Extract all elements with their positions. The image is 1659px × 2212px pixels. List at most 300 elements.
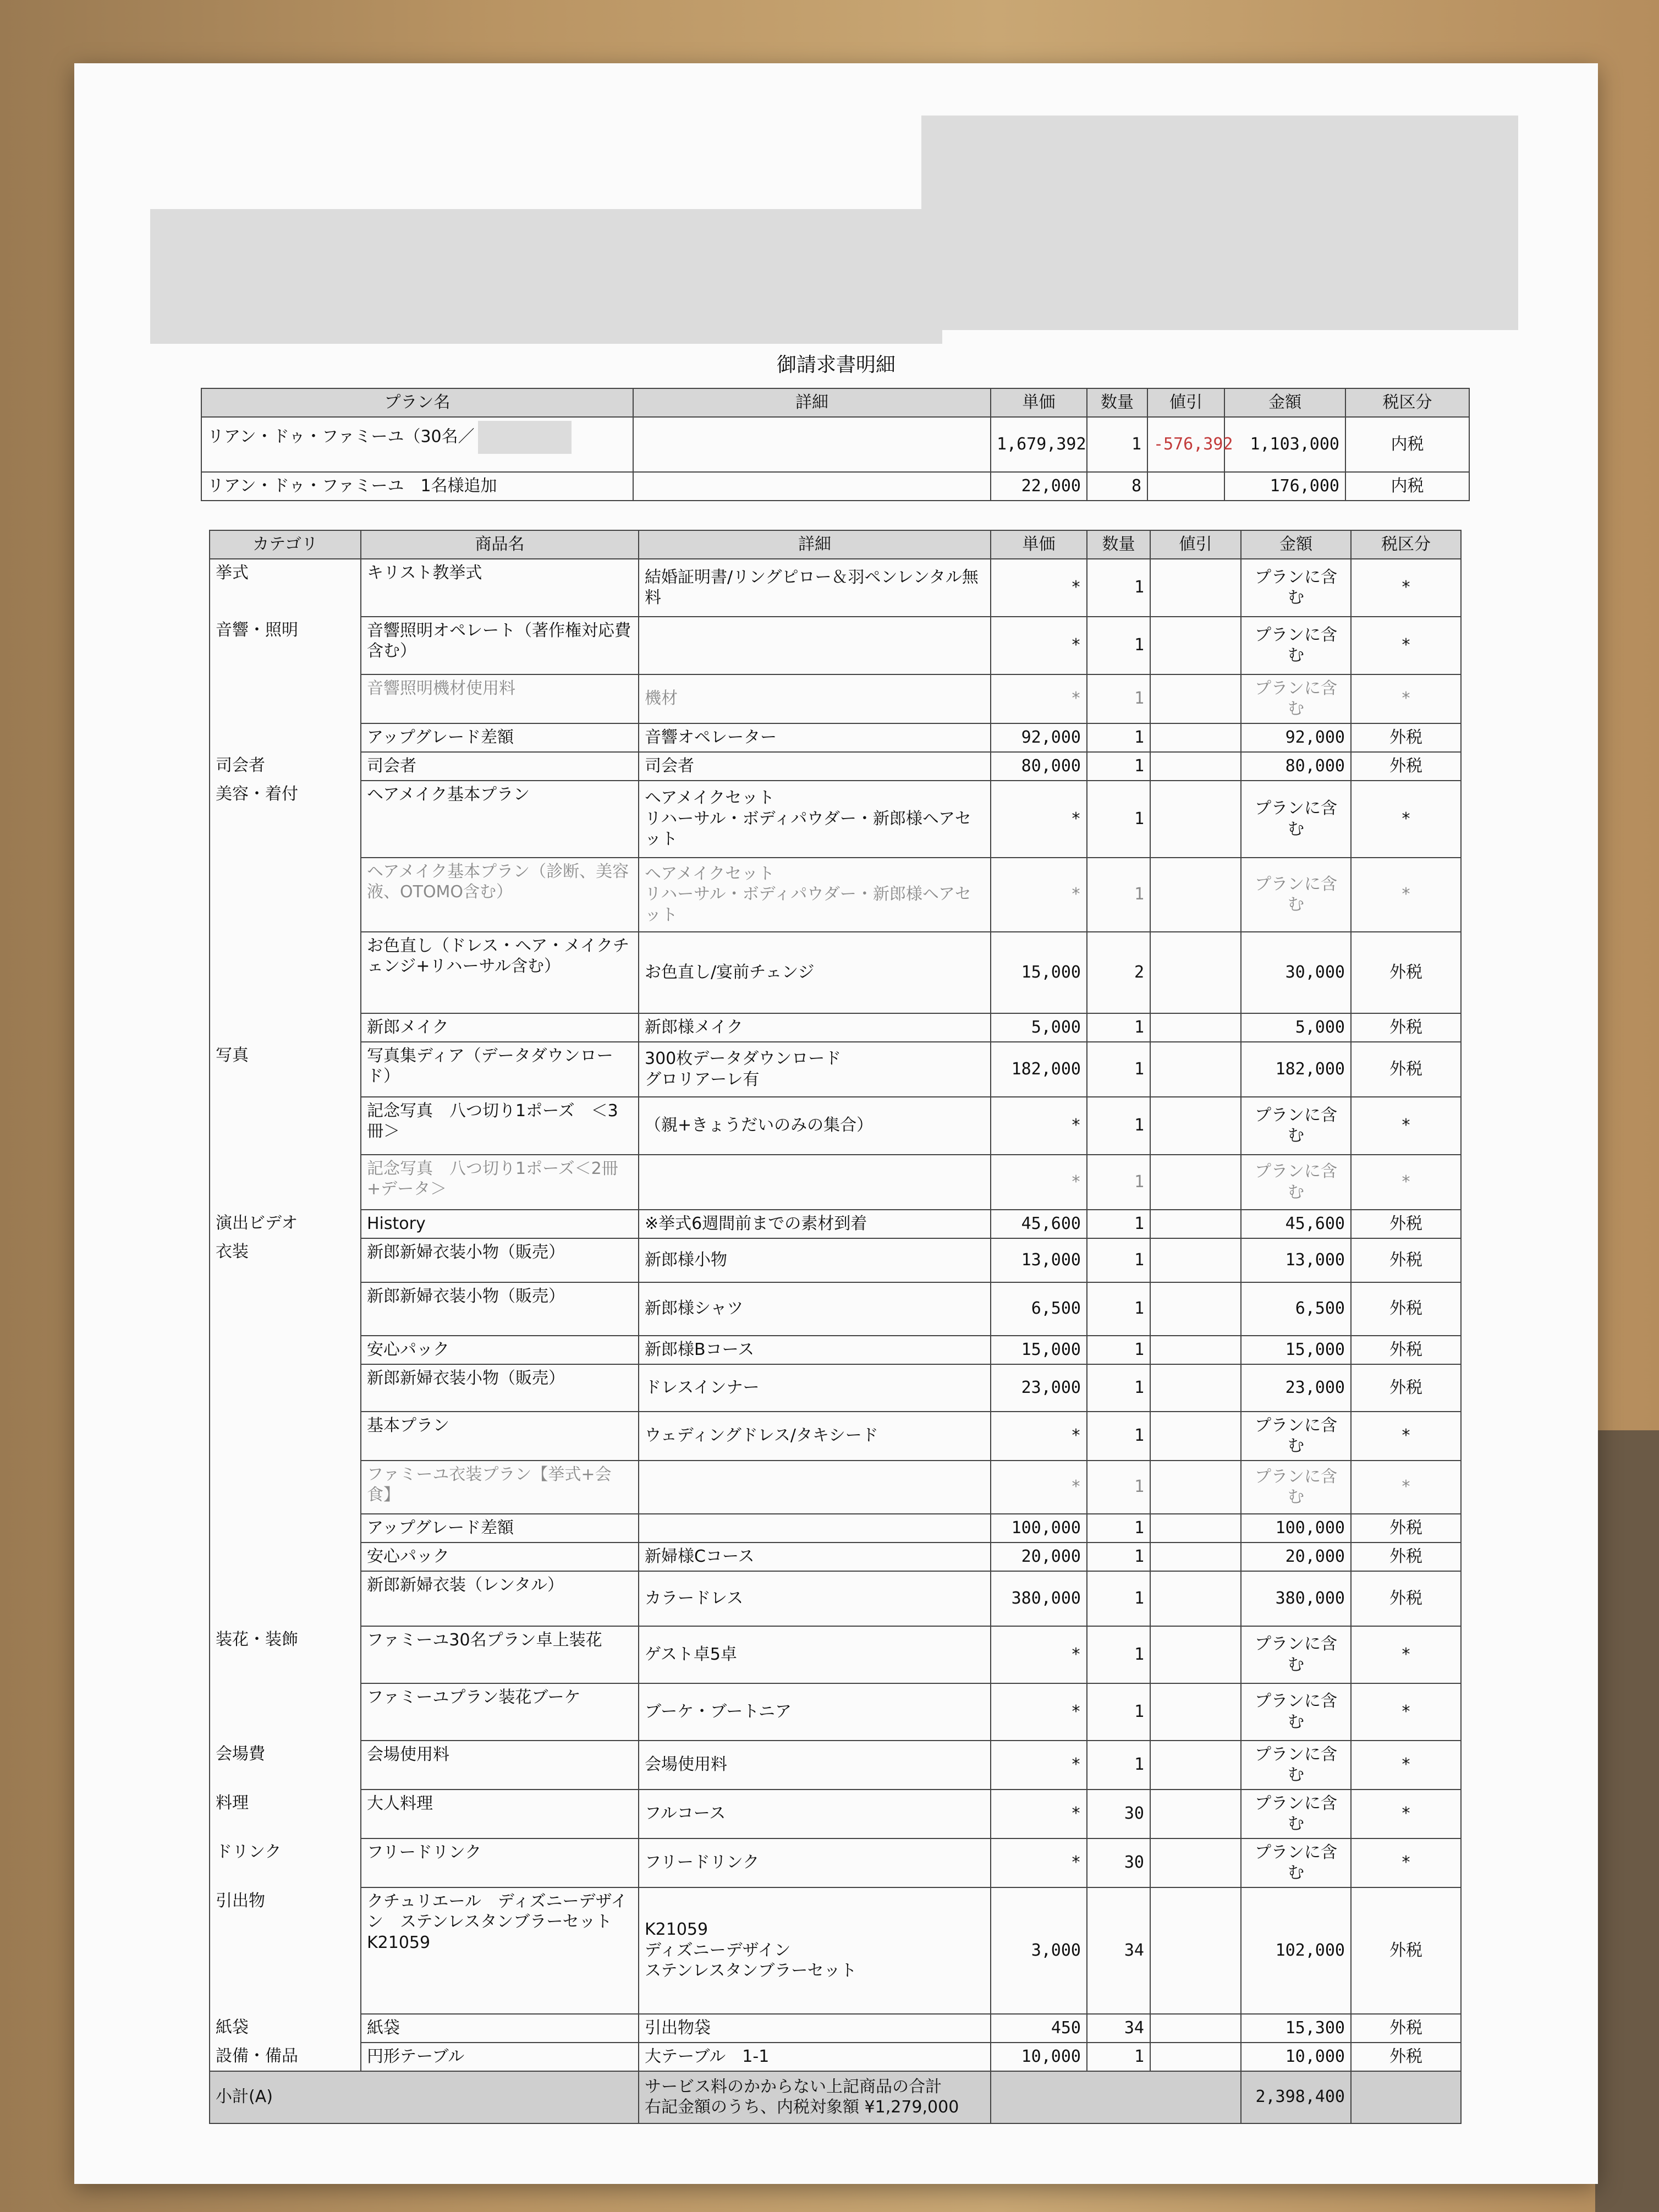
row-qty: 1 (1087, 1336, 1150, 1364)
subtotal-amount: 2,398,400 (1241, 2071, 1351, 2123)
table-row (210, 674, 1461, 723)
row-detail: フリードリンク (639, 1838, 991, 1887)
row-detail: 音響オペレーター (639, 723, 991, 752)
table-row (210, 1282, 1461, 1336)
row-detail: フルコース (639, 1790, 991, 1838)
row-item-name: History (361, 1210, 639, 1238)
row-tax: 外税 (1351, 2043, 1461, 2071)
row-item-name: 記念写真 八つ切り1ポーズ＜2冊+データ＞ (361, 1155, 639, 1210)
row-discount (1150, 781, 1241, 858)
row-discount (1150, 723, 1241, 752)
plan-row (201, 417, 1469, 472)
plan-name: リアン・ドゥ・ファミーユ 1名様追加 (201, 472, 633, 501)
row-detail: 新郎様Bコース (639, 1336, 991, 1364)
invoice-paper (74, 63, 1598, 2184)
row-item-name: 音響照明機材使用料 (361, 674, 639, 723)
row-detail (639, 617, 991, 674)
row-tax: 外税 (1351, 1887, 1461, 2014)
table-row (210, 1626, 1461, 1683)
row-discount (1150, 559, 1241, 617)
row-price: * (991, 674, 1087, 723)
plan-header-cell: プラン名 (201, 388, 633, 417)
item-header-cell: 金額 (1241, 530, 1351, 559)
row-tax: 外税 (1351, 752, 1461, 781)
row-item-name: フリードリンク (361, 1838, 639, 1887)
row-tax: * (1351, 1790, 1461, 1838)
item-header-cell: 商品名 (361, 530, 639, 559)
table-row (210, 752, 1461, 781)
table-row (210, 1683, 1461, 1741)
table-row (210, 1155, 1461, 1210)
row-price: 6,500 (991, 1282, 1087, 1336)
row-qty: 1 (1087, 1042, 1150, 1097)
table-row (210, 1042, 1461, 1097)
table-row (210, 781, 1461, 858)
row-price: 182,000 (991, 1042, 1087, 1097)
table-row (210, 723, 1461, 752)
row-item-name: 基本プラン (361, 1412, 639, 1461)
row-item-name: お色直し（ドレス・ヘア・メイクチェンジ+リハーサル含む） (361, 932, 639, 1013)
row-amount: 6,500 (1241, 1282, 1351, 1336)
row-item-name: 会場使用料 (361, 1741, 639, 1790)
row-tax: 外税 (1351, 2014, 1461, 2043)
row-tax: 外税 (1351, 1238, 1461, 1282)
row-item-name: 音響照明オペレート（著作権対応費含む） (361, 617, 639, 674)
row-item-name: 新郎新婦衣装小物（販売） (361, 1364, 639, 1412)
subtotal-label: 小計(A) (210, 2071, 639, 2123)
plan-body (201, 417, 1469, 501)
row-price: 15,000 (991, 932, 1087, 1013)
row-detail: K21059 ディズニーデザイン ステンレスタンブラーセット (639, 1887, 991, 2014)
row-item-name: ヘアメイク基本プラン (361, 781, 639, 858)
item-header-cell: 数量 (1087, 530, 1150, 559)
row-category: 衣装 (210, 1238, 361, 1282)
plan-tax: 内税 (1345, 472, 1469, 501)
row-detail: ※挙式6週間前までの素材到着 (639, 1210, 991, 1238)
row-amount: 380,000 (1241, 1571, 1351, 1626)
redacted-plan-name (478, 421, 572, 454)
row-category (210, 1282, 361, 1336)
row-detail (639, 1514, 991, 1543)
row-amount: 80,000 (1241, 752, 1351, 781)
row-detail: 新郎様メイク (639, 1013, 991, 1042)
row-price: 15,000 (991, 1336, 1087, 1364)
row-detail: お色直し/宴前チェンジ (639, 932, 991, 1013)
row-tax: 外税 (1351, 1013, 1461, 1042)
row-item-name: クチュリエール ディズニーデザイン ステンレスタンブラーセット K21059 (361, 1887, 639, 2014)
plan-header-row (201, 388, 1469, 417)
item-header-cell: カテゴリ (210, 530, 361, 559)
row-detail: 300枚データダウンロード グロリアーレ有 (639, 1042, 991, 1097)
item-header-row (210, 530, 1461, 559)
row-tax: 外税 (1351, 1364, 1461, 1412)
row-amount: プランに含む (1241, 1412, 1351, 1461)
row-qty: 1 (1087, 1013, 1150, 1042)
row-price: * (991, 1790, 1087, 1838)
row-amount: プランに含む (1241, 1626, 1351, 1683)
plan-header-cell: 値引 (1147, 388, 1224, 417)
subtotal-row (210, 2071, 1461, 2123)
row-tax: * (1351, 674, 1461, 723)
row-discount (1150, 1790, 1241, 1838)
row-price: 45,600 (991, 1210, 1087, 1238)
row-detail: 司会者 (639, 752, 991, 781)
row-price: 80,000 (991, 752, 1087, 781)
row-item-name: 紙袋 (361, 2014, 639, 2043)
row-qty: 1 (1087, 2043, 1150, 2071)
row-detail: 新郎様小物 (639, 1238, 991, 1282)
plan-header-cell: 税区分 (1345, 388, 1469, 417)
row-detail: 引出物袋 (639, 2014, 991, 2043)
row-item-name: ファミーユプラン装花ブーケ (361, 1683, 639, 1741)
table-row (210, 2014, 1461, 2043)
row-discount (1150, 1155, 1241, 1210)
plan-row (201, 472, 1469, 501)
row-qty: 1 (1087, 1282, 1150, 1336)
row-discount (1150, 1543, 1241, 1571)
row-category: 引出物 (210, 1887, 361, 2014)
row-category: 装花・装飾 (210, 1626, 361, 1683)
plan-table (201, 388, 1470, 501)
row-discount (1150, 674, 1241, 723)
row-qty: 1 (1087, 1364, 1150, 1412)
row-discount (1150, 1838, 1241, 1887)
row-category (210, 858, 361, 932)
row-tax: * (1351, 1097, 1461, 1155)
row-category (210, 1013, 361, 1042)
row-item-name: アップグレード差額 (361, 723, 639, 752)
row-amount: 100,000 (1241, 1514, 1351, 1543)
row-item-name: キリスト教挙式 (361, 559, 639, 617)
row-detail: 結婚証明書/リングピロー＆羽ペンレンタル無料 (639, 559, 991, 617)
row-tax: 外税 (1351, 1282, 1461, 1336)
redacted-header-block-left (150, 209, 942, 344)
row-tax: * (1351, 781, 1461, 858)
row-amount: 45,600 (1241, 1210, 1351, 1238)
item-header-cell: 値引 (1150, 530, 1241, 559)
row-detail: カラードレス (639, 1571, 991, 1626)
row-category: 演出ビデオ (210, 1210, 361, 1238)
row-detail: 新郎様シャツ (639, 1282, 991, 1336)
row-amount: 5,000 (1241, 1013, 1351, 1042)
table-row (210, 2043, 1461, 2071)
row-price: * (991, 1155, 1087, 1210)
row-category: 挙式 (210, 559, 361, 617)
row-tax: * (1351, 858, 1461, 932)
item-body (210, 559, 1461, 2123)
plan-name: リアン・ドゥ・ファミーユ（30名／ (201, 417, 633, 472)
row-amount: プランに含む (1241, 1838, 1351, 1887)
plan-discount: -576,392 (1147, 417, 1224, 472)
row-price: 13,000 (991, 1238, 1087, 1282)
row-detail: （親+きょうだいのみの集合） (639, 1097, 991, 1155)
row-qty: 1 (1087, 858, 1150, 932)
row-category (210, 1543, 361, 1571)
table-row (210, 1790, 1461, 1838)
row-tax: * (1351, 559, 1461, 617)
row-discount (1150, 1683, 1241, 1741)
table-row (210, 1741, 1461, 1790)
row-qty: 1 (1087, 752, 1150, 781)
row-amount: 10,000 (1241, 2043, 1351, 2071)
row-price: * (991, 1461, 1087, 1514)
row-discount (1150, 1741, 1241, 1790)
row-category: 料理 (210, 1790, 361, 1838)
row-discount (1150, 1238, 1241, 1282)
page-title: 御請求書明細 (776, 354, 896, 376)
item-header-cell: 単価 (991, 530, 1087, 559)
row-item-name: 記念写真 八つ切り1ポーズ ＜3冊＞ (361, 1097, 639, 1155)
row-price: * (991, 1097, 1087, 1155)
row-qty: 1 (1087, 781, 1150, 858)
row-amount: 15,000 (1241, 1336, 1351, 1364)
row-discount (1150, 1013, 1241, 1042)
row-tax: 外税 (1351, 1514, 1461, 1543)
row-price: * (991, 1626, 1087, 1683)
row-detail: ウェディングドレス/タキシード (639, 1412, 991, 1461)
row-item-name: 新郎メイク (361, 1013, 639, 1042)
row-tax: 外税 (1351, 1210, 1461, 1238)
row-category (210, 1336, 361, 1364)
row-qty: 1 (1087, 1238, 1150, 1282)
row-discount (1150, 1461, 1241, 1514)
row-item-name: 安心パック (361, 1543, 639, 1571)
row-item-name: 大人料理 (361, 1790, 639, 1838)
table-row (210, 1336, 1461, 1364)
row-price: 100,000 (991, 1514, 1087, 1543)
row-category: 写真 (210, 1042, 361, 1097)
row-qty: 1 (1087, 1741, 1150, 1790)
row-item-name: 安心パック (361, 1336, 639, 1364)
table-row (210, 1210, 1461, 1238)
row-discount (1150, 1282, 1241, 1336)
row-price: * (991, 1683, 1087, 1741)
subtotal-empty (991, 2071, 1241, 2123)
row-category (210, 1683, 361, 1741)
row-item-name: 円形テーブル (361, 2043, 639, 2071)
row-qty: 1 (1087, 1683, 1150, 1741)
row-amount: 20,000 (1241, 1543, 1351, 1571)
row-category: 音響・照明 (210, 617, 361, 674)
row-qty: 30 (1087, 1838, 1150, 1887)
row-category (210, 1364, 361, 1412)
row-tax: 外税 (1351, 1336, 1461, 1364)
row-category (210, 1514, 361, 1543)
row-price: 20,000 (991, 1543, 1087, 1571)
row-tax: * (1351, 1461, 1461, 1514)
row-price: 3,000 (991, 1887, 1087, 2014)
row-discount (1150, 1887, 1241, 2014)
redacted-header-block (921, 116, 1518, 330)
row-qty: 1 (1087, 559, 1150, 617)
row-item-name: ファミーユ衣装プラン【挙式+会食】 (361, 1461, 639, 1514)
table-row (210, 1238, 1461, 1282)
row-qty: 1 (1087, 1412, 1150, 1461)
row-amount: プランに含む (1241, 1741, 1351, 1790)
row-amount: 182,000 (1241, 1042, 1351, 1097)
row-category (210, 1412, 361, 1461)
row-amount: プランに含む (1241, 1790, 1351, 1838)
row-discount (1150, 1514, 1241, 1543)
row-detail: ゲスト卓5卓 (639, 1626, 991, 1683)
row-qty: 34 (1087, 1887, 1150, 2014)
row-tax: * (1351, 1155, 1461, 1210)
row-qty: 1 (1087, 1514, 1150, 1543)
row-category (210, 723, 361, 752)
row-discount (1150, 617, 1241, 674)
table-row (210, 1838, 1461, 1887)
row-detail: ヘアメイクセット リハーサル・ボディパウダー・新郎様ヘアセット (639, 858, 991, 932)
row-price: 92,000 (991, 723, 1087, 752)
row-amount: プランに含む (1241, 674, 1351, 723)
row-amount: 102,000 (1241, 1887, 1351, 2014)
table-row (210, 1543, 1461, 1571)
row-qty: 1 (1087, 1461, 1150, 1514)
row-discount (1150, 1571, 1241, 1626)
row-qty: 1 (1087, 1155, 1150, 1210)
plan-price: 1,679,392 (991, 417, 1087, 472)
table-row (210, 1412, 1461, 1461)
row-category: 設備・備品 (210, 2043, 361, 2071)
row-item-name: 新郎新婦衣装小物（販売） (361, 1238, 639, 1282)
row-amount: プランに含む (1241, 781, 1351, 858)
row-amount: 15,300 (1241, 2014, 1351, 2043)
row-tax: * (1351, 1741, 1461, 1790)
row-discount (1150, 1412, 1241, 1461)
row-qty: 34 (1087, 2014, 1150, 2043)
table-row (210, 617, 1461, 674)
row-item-name: ヘアメイク基本プラン（診断、美容液、OTOMO含む） (361, 858, 639, 932)
row-amount: 30,000 (1241, 932, 1351, 1013)
row-detail: ブーケ・ブートニア (639, 1683, 991, 1741)
row-price: * (991, 858, 1087, 932)
plan-header-cell: 数量 (1087, 388, 1147, 417)
row-qty: 30 (1087, 1790, 1150, 1838)
plan-header-cell: 金額 (1224, 388, 1345, 417)
row-qty: 1 (1087, 1626, 1150, 1683)
plan-price: 22,000 (991, 472, 1087, 501)
row-price: 23,000 (991, 1364, 1087, 1412)
row-item-name: ファミーユ30名プラン卓上装花 (361, 1626, 639, 1683)
plan-header-cell: 単価 (991, 388, 1087, 417)
table-row (210, 1013, 1461, 1042)
row-discount (1150, 1042, 1241, 1097)
row-detail: 機材 (639, 674, 991, 723)
table-row (210, 932, 1461, 1013)
row-tax: * (1351, 1626, 1461, 1683)
item-table (209, 530, 1462, 2124)
row-amount: 23,000 (1241, 1364, 1351, 1412)
row-qty: 1 (1087, 1543, 1150, 1571)
row-price: * (991, 559, 1087, 617)
row-detail: 大テーブル 1-1 (639, 2043, 991, 2071)
row-category: 紙袋 (210, 2014, 361, 2043)
plan-detail (633, 472, 991, 501)
subtotal-detail: サービス料のかからない上記商品の合計 右記金額のうち、内税対象額 ¥1,279,000 (639, 2071, 991, 2123)
row-tax: 外税 (1351, 1571, 1461, 1626)
row-item-name: 新郎新婦衣装（レンタル） (361, 1571, 639, 1626)
row-category (210, 674, 361, 723)
row-tax: * (1351, 617, 1461, 674)
row-tax: 外税 (1351, 1543, 1461, 1571)
row-qty: 1 (1087, 1097, 1150, 1155)
row-category (210, 1097, 361, 1155)
row-category: 美容・着付 (210, 781, 361, 858)
row-detail: 新婦様Cコース (639, 1543, 991, 1571)
item-header-cell: 税区分 (1351, 530, 1461, 559)
row-tax: * (1351, 1838, 1461, 1887)
row-detail (639, 1155, 991, 1210)
row-price: 380,000 (991, 1571, 1087, 1626)
row-qty: 1 (1087, 1571, 1150, 1626)
plan-amount: 176,000 (1224, 472, 1345, 501)
row-tax: 外税 (1351, 723, 1461, 752)
row-price: * (991, 1741, 1087, 1790)
row-discount (1150, 1364, 1241, 1412)
table-row (210, 1097, 1461, 1155)
plan-amount: 1,103,000 (1224, 417, 1345, 472)
row-discount (1150, 2043, 1241, 2071)
row-tax: * (1351, 1412, 1461, 1461)
table-row (210, 1461, 1461, 1514)
row-detail: ヘアメイクセット リハーサル・ボディパウダー・新郎様ヘアセット (639, 781, 991, 858)
row-amount: プランに含む (1241, 617, 1351, 674)
row-category: ドリンク (210, 1838, 361, 1887)
row-category: 司会者 (210, 752, 361, 781)
plan-qty: 1 (1087, 417, 1147, 472)
table-row (210, 1364, 1461, 1412)
row-discount (1150, 858, 1241, 932)
row-category: 会場費 (210, 1741, 361, 1790)
row-category (210, 932, 361, 1013)
row-category (210, 1571, 361, 1626)
row-qty: 2 (1087, 932, 1150, 1013)
plan-discount (1147, 472, 1224, 501)
row-tax: * (1351, 1683, 1461, 1741)
row-detail: 会場使用料 (639, 1741, 991, 1790)
table-row (210, 858, 1461, 932)
row-detail: ドレスインナー (639, 1364, 991, 1412)
row-amount: プランに含む (1241, 1155, 1351, 1210)
row-price: 5,000 (991, 1013, 1087, 1042)
table-row (210, 559, 1461, 617)
row-amount: 92,000 (1241, 723, 1351, 752)
row-discount (1150, 1097, 1241, 1155)
row-item-name: 司会者 (361, 752, 639, 781)
row-amount: プランに含む (1241, 858, 1351, 932)
row-discount (1150, 1626, 1241, 1683)
row-discount (1150, 1336, 1241, 1364)
row-amount: プランに含む (1241, 1097, 1351, 1155)
row-item-name: アップグレード差額 (361, 1514, 639, 1543)
row-item-name: 写真集ディア（データダウンロード） (361, 1042, 639, 1097)
row-item-name: 新郎新婦衣装小物（販売） (361, 1282, 639, 1336)
row-tax: 外税 (1351, 1042, 1461, 1097)
table-row (210, 1887, 1461, 2014)
row-discount (1150, 2014, 1241, 2043)
table-row (210, 1514, 1461, 1543)
row-price: * (991, 1838, 1087, 1887)
plan-qty: 8 (1087, 472, 1147, 501)
row-amount: プランに含む (1241, 1461, 1351, 1514)
item-header-cell: 詳細 (639, 530, 991, 559)
table-surface (1595, 1430, 1659, 2212)
row-amount: プランに含む (1241, 1683, 1351, 1741)
subtotal-tax (1351, 2071, 1461, 2123)
row-amount: プランに含む (1241, 559, 1351, 617)
row-qty: 1 (1087, 617, 1150, 674)
row-qty: 1 (1087, 1210, 1150, 1238)
